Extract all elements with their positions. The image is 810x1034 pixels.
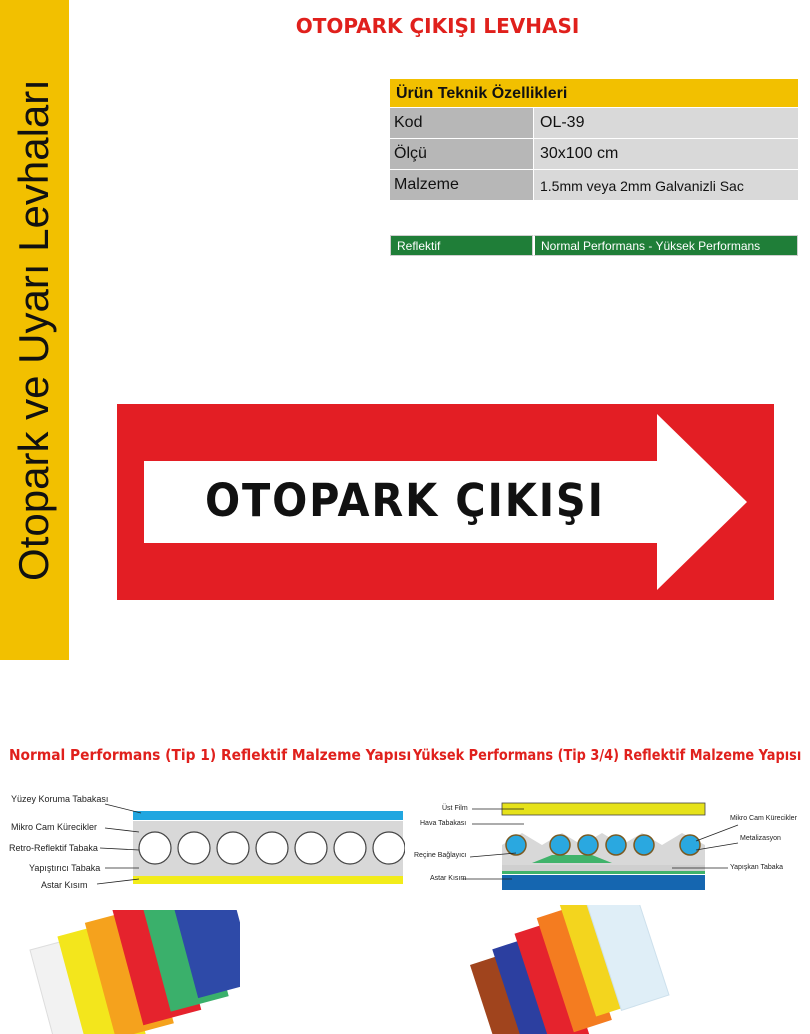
high-performance-title: Yüksek Performans (Tip 3/4) Reflektif Malzeme Yapısı [413,746,802,764]
side-banner [0,0,69,660]
label-adhesive: Yapıştırıcı Tabaka [29,863,101,873]
spec-key: Kod [390,108,533,138]
label-glass-beads: Mikro Cam Kürecikler [11,822,98,832]
spec-table-heading: Ürün Teknik Özellikleri [390,79,798,107]
spec-row [390,169,798,200]
spec-table [390,79,798,200]
label-resin-binder: Reçine Bağlayıcı [414,852,467,859]
spec-value: OL-39 [533,108,798,138]
reflective-key: Reflektif [390,235,533,256]
spec-row [390,107,798,138]
label-top-film: Üst Film [442,805,468,812]
page-title: OTOPARK ÇIKIŞI LEVHASI [295,14,580,38]
label-surface-layer: Yüzey Koruma Tabakası [11,794,109,804]
high-sample-sheets-image [430,905,670,1034]
side-banner-text: Otopark ve Uyarı Levhaları [10,79,57,581]
normal-performance-title: Normal Performans (Tip 1) Reflektif Malzeme Yapısı [9,746,412,764]
label-metallization: Metalizasyon [740,835,781,842]
spec-value: 30x100 cm [533,139,798,169]
label-retro-reflective: Retro-Reflektif Tabaka [9,843,98,853]
label-glass-beads-high: Mikro Cam Kürecikler [730,815,797,822]
spec-key: Ölçü [390,139,533,169]
spec-key: Malzeme [390,170,533,200]
normal-structure-diagram [5,780,405,900]
spec-value: 1.5mm veya 2mm Galvanizli Sac [533,170,798,200]
high-structure-diagram [412,795,810,895]
label-air-layer: Hava Tabakası [420,820,467,827]
normal-sample-sheets-image [20,910,240,1034]
reflective-value: Normal Performans - Yüksek Performans [533,235,798,256]
sign-text: OTOPARK ÇIKIŞI [205,474,605,527]
spec-row [390,138,798,169]
label-liner: Astar Kısım [41,880,88,890]
layer-diagram-graphic [412,795,810,895]
sign-image [117,404,774,600]
label-adhesive-high: Yapışkan Tabaka [730,864,784,871]
reflective-row [390,235,798,256]
label-liner-high: Astar Kısım [430,875,467,882]
